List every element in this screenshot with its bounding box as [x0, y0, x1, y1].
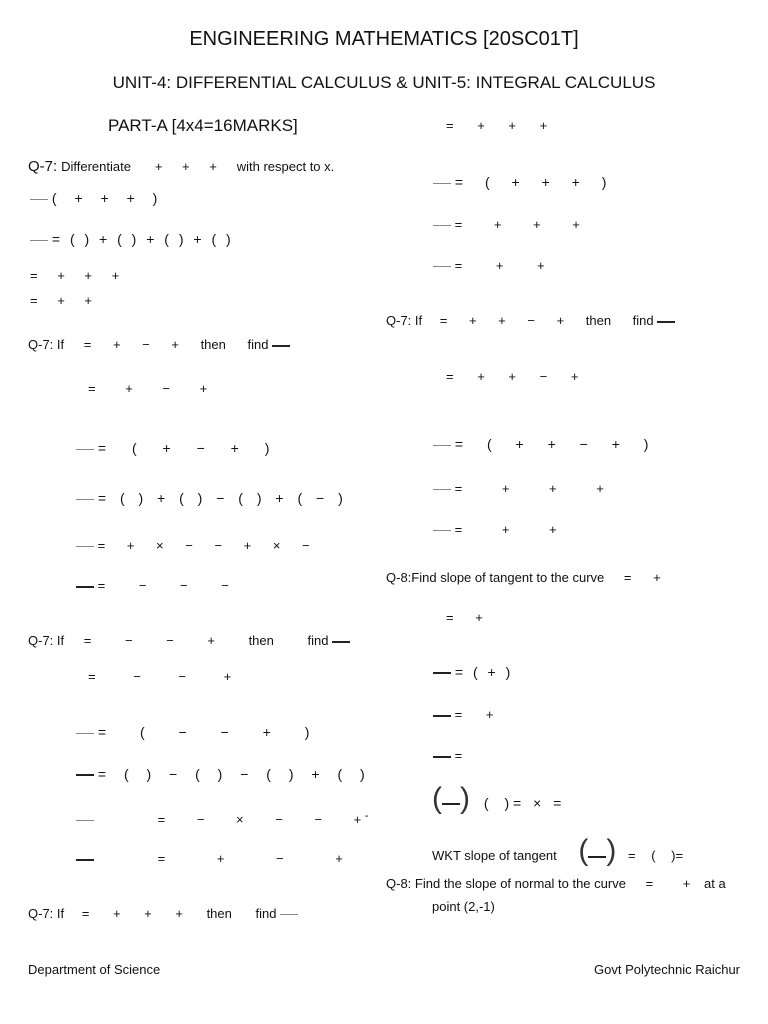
- bracket-open: (: [432, 782, 442, 815]
- q1-step1: [30, 190, 157, 206]
- fraction-bar: [433, 225, 451, 226]
- q5-eq: = + + − + then find: [439, 313, 654, 328]
- q1-line: [28, 158, 334, 175]
- footer-right: Govt Polytechnic Raichur: [594, 962, 740, 977]
- r-step2-text: = + + +: [454, 217, 580, 232]
- q3-step1: = − − +: [88, 669, 232, 684]
- q5-line: [386, 313, 675, 328]
- r-step3: [433, 258, 545, 273]
- q7-point: point (2,-1): [432, 899, 495, 914]
- q6-text: Find slope of tangent to the curve: [411, 570, 605, 585]
- document-subtitle: UNIT-4: DIFFERENTIAL CALCULUS & UNIT-5: INTEGRAL CALCULUS: [112, 73, 656, 92]
- q1-step4: = + +: [30, 293, 92, 308]
- fraction-bar: [30, 240, 48, 241]
- q3-label: Q-7: If: [28, 633, 65, 648]
- fraction-bar: [272, 345, 290, 347]
- q2-step3: [76, 490, 343, 506]
- q1-text: Differentiate: [61, 159, 131, 174]
- q2-label: Q-7: If: [28, 337, 65, 352]
- q3-step4: [76, 810, 368, 827]
- q3-step4-text: = − × − − +: [157, 812, 362, 828]
- q3-step4-sup: -: [364, 810, 369, 822]
- q3-step5: [76, 851, 343, 866]
- q6-step4-text: =: [454, 748, 463, 763]
- q3-step2: [76, 724, 309, 740]
- q1-label: Q-7:: [28, 158, 58, 175]
- fraction-bar: [433, 183, 451, 184]
- q7-eq: = +: [645, 876, 691, 891]
- q7-suffix: at a: [703, 876, 726, 891]
- fraction-bar: [76, 586, 94, 588]
- q2-step4: [76, 538, 310, 553]
- bracket-close: ): [460, 782, 470, 815]
- q4-eq: = + + + then find: [81, 906, 277, 921]
- q5-step3-text: = + + +: [454, 481, 604, 496]
- q6-step5-paren: ( ): [483, 795, 510, 811]
- q3-step2-text: = ( − − + ): [97, 724, 310, 740]
- r-step2: [433, 217, 580, 232]
- fraction-bar: [433, 715, 451, 717]
- q6-label: Q-8:: [386, 570, 412, 585]
- fraction-bar: [433, 756, 451, 758]
- bracket-open: (: [578, 834, 589, 867]
- q1-step2: [30, 231, 231, 247]
- q6-step3-text: = +: [454, 707, 494, 722]
- q6-step5-text: = × =: [513, 795, 562, 811]
- q6-wkt-text: WKT slope of tangent: [432, 848, 557, 863]
- q2-step5-text: = − − −: [97, 578, 229, 593]
- q7-line: [386, 876, 726, 891]
- q6-step2: [433, 664, 510, 680]
- q2-eq: = + − + then find: [83, 337, 269, 352]
- q2-step5: [76, 578, 229, 593]
- q5-step2: [433, 436, 648, 452]
- fraction-bar: [433, 530, 451, 531]
- q1-suffix: with respect to x.: [236, 159, 335, 174]
- q1-step3: = + + +: [30, 268, 120, 283]
- bracket-close: ): [606, 834, 617, 867]
- r-step3-text: = + +: [454, 258, 545, 273]
- q2-line: [28, 337, 290, 352]
- q1-ops: + + +: [154, 159, 217, 174]
- q6-step1: = +: [446, 610, 483, 625]
- q6-line: [386, 570, 661, 585]
- fraction-bar: [442, 803, 460, 805]
- q2-step4-text: = + × − − + × −: [97, 538, 310, 553]
- q3-line: [28, 633, 350, 648]
- fraction-bar: [76, 449, 94, 450]
- q6-step3: [433, 707, 493, 722]
- q4-line: [28, 906, 298, 921]
- fraction-bar: [30, 199, 48, 200]
- q3-step3-text: = ( ) − ( ) − ( ) + ( ): [97, 766, 365, 782]
- q5-step3: [433, 481, 604, 496]
- fraction-bar: [433, 445, 451, 446]
- fraction-bar: [588, 856, 606, 858]
- fraction-bar: [280, 914, 298, 915]
- fraction-bar: [76, 499, 94, 500]
- q2-step1: = + − +: [88, 381, 208, 396]
- q1-step2-text: = ( ) + ( ) + ( ) + ( ): [51, 231, 231, 247]
- q6-step2-text: = ( + ): [454, 664, 511, 680]
- fraction-bar: [76, 733, 94, 734]
- q2-step2-text: = ( + − + ): [97, 440, 270, 456]
- r-step0: = + + +: [446, 118, 548, 133]
- q1-step1-text: ( + + + ): [51, 190, 158, 206]
- q4-label: Q-7: If: [28, 906, 65, 921]
- r-step1-text: = ( + + + ): [454, 174, 607, 190]
- q2-step3-text: = ( ) + ( ) − ( ) + ( − ): [97, 490, 343, 506]
- q2-step2: [76, 440, 269, 456]
- q5-label: Q-7: If: [386, 313, 423, 328]
- fraction-bar: [332, 641, 350, 643]
- document-title: ENGINEERING MATHEMATICS [20SC01T]: [189, 28, 579, 50]
- q6-wkt-eq: = ( )=: [628, 848, 684, 863]
- part-heading: PART-A [4x4=16MARKS]: [108, 116, 298, 135]
- footer-left: Department of Science: [28, 962, 161, 977]
- fraction-bar: [433, 489, 451, 490]
- q5-step4-text: = + +: [454, 522, 557, 537]
- q6-eq: = +: [623, 570, 661, 585]
- q3-eq: = − − + then find: [83, 633, 329, 648]
- q5-step4: [433, 522, 557, 537]
- fraction-bar: [76, 774, 94, 776]
- r-step1: [433, 174, 606, 190]
- fraction-bar: [76, 820, 94, 821]
- q6-step4: [433, 748, 462, 763]
- q3-step3: [76, 766, 365, 782]
- q6-step5: [432, 782, 561, 816]
- q5-step2-text: = ( + + − + ): [454, 436, 649, 452]
- fraction-bar: [433, 672, 451, 674]
- fraction-bar: [76, 546, 94, 547]
- fraction-bar: [433, 266, 451, 267]
- fraction-bar: [76, 859, 94, 861]
- q7-label: Q-8:: [386, 876, 412, 891]
- fraction-bar: [657, 321, 675, 323]
- q7-text: Find the slope of normal to the curve: [414, 876, 626, 891]
- q5-step1: = + + − +: [446, 369, 579, 384]
- q3-step5-text: = + − +: [157, 851, 343, 866]
- q6-wkt: [432, 834, 683, 868]
